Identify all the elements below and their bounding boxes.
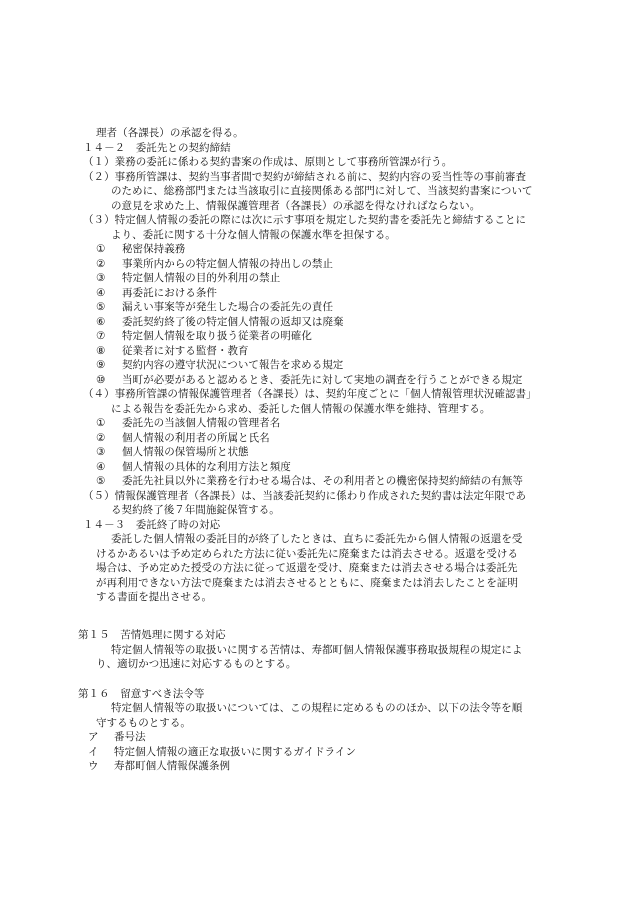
section-16-body-line: 守するものとする。: [96, 717, 191, 729]
list-item: ④ 再委託における条件: [96, 287, 217, 299]
section-16-body-line: 特定個人情報等の取扱いについては、この規程に定めるもののほか、以下の法令等を順: [111, 702, 523, 714]
list-item: ア 番号法: [88, 731, 146, 743]
list-item: ① 秘密保持義務: [96, 243, 186, 255]
list-item: イ 特定個人情報の適正な取扱いに関するガイドライン: [88, 746, 357, 758]
clause-3-line-1: （３）特定個人情報の委託の際には次に示す事項を規定した契約書を委託先と締結することに: [83, 214, 527, 226]
section-14-3-body-line: が再利用できない方法で廃棄または消去させるとともに、廃棄または消去したことを証明: [96, 577, 518, 589]
list-item: ② 個人情報の利用者の所属と氏名: [96, 432, 270, 444]
list-item: ④ 個人情報の具体的な利用方法と頻度: [96, 461, 291, 473]
clause-2-line-3: の意見を求めた上、情報保護管理者（各課長）の承認を得なければならない。: [111, 200, 481, 212]
list-item: ② 事業所内からの特定個人情報の持出しの禁止: [96, 258, 333, 270]
section-14-3-body-line: 委託した個人情報の委託目的が終了したときは、直ちに委託先から個人情報の返還を受: [111, 533, 523, 545]
list-item: ① 委託先の当該個人情報の管理者名: [96, 417, 281, 429]
section-14-3-body-line: けるかあるいは予め定められた方法に従い委託先に廃棄または消去させる。返還を受ける: [96, 548, 518, 560]
list-item: ③ 個人情報の保管場所と状態: [96, 446, 249, 458]
list-item: ⑦ 特定個人情報を取り扱う従業者の明確化: [96, 330, 312, 342]
clause-2-line-2: のために、総務部門または当該取引に直接関係ある部門に対して、当該契約書案について: [111, 185, 533, 197]
section-16-heading: 第１６ 留意すべき法令等: [78, 688, 205, 700]
list-item: ウ 寿都町個人情報保護条例: [88, 760, 231, 772]
clause-5-line-1: （５）情報保護管理者（各課長）は、当該委託契約に係わり作成された契約書は法定年限であ: [83, 490, 527, 502]
section-14-2-heading: １４－２ 委託先との契約締結: [83, 142, 231, 154]
clause-2-line-1: （２）事務所管課は、契約当事者間で契約が締結される前に、契約内容の妥当性等の事前審査: [83, 171, 527, 183]
clause-4-line-2: による報告を委託先から求め、委託した個人情報の保護水準を維持、管理する。: [111, 403, 491, 415]
clause-5-line-2: る契約終了後７年間施錠保管する。: [111, 504, 280, 516]
list-item: ⑥ 委託契約終了後の特定個人情報の返却又は廃棄: [96, 316, 344, 328]
list-item: ③ 特定個人情報の目的外利用の禁止: [96, 272, 281, 284]
list-item: ⑩ 当町が必要があると認めるとき、委託先に対して実地の調査を行うことができる規定: [96, 374, 523, 386]
continuation-line: 理者（各課長）の承認を得る。: [96, 127, 244, 139]
clause-3-line-2: より、委託に関する十分な個人情報の保護水準を担保する。: [111, 229, 396, 241]
section-15-heading: 第１５ 苦情処理に関する対応: [78, 629, 226, 641]
clause-4-line-1: （４）事務所管課の情報保護管理者（各課長）は、契約年度ごとに「個人情報管理状況確認書」: [83, 388, 537, 400]
section-14-3-body-line: する書面を提出させる。: [96, 591, 213, 603]
list-item: ⑤ 漏えい事案等が発生した場合の委託先の責任: [96, 301, 333, 313]
section-14-3-heading: １４－３ 委託終了時の対応: [83, 519, 221, 531]
section-14-3-body-line: 場合は、予め定めた授受の方法に従って返還を受け、廃棄または消去させる場合は委託先: [96, 562, 518, 574]
list-item: ⑨ 契約内容の遵守状況について報告を求める規定: [96, 359, 344, 371]
section-15-body-line: り、適切かつ迅速に対応するものとする。: [96, 658, 297, 670]
list-item: ⑤ 委託先社員以外に業務を行わせる場合は、その利用者との機密保持契約締結の有無等: [96, 475, 523, 487]
list-item: ⑧ 従業者に対する監督・教育: [96, 345, 249, 357]
section-15-body-line: 特定個人情報等の取扱いに関する苦情は、寿都町個人情報保護事務取扱規程の規定によ: [111, 644, 523, 656]
clause-1-line-1: （１）業務の委託に係わる契約書案の作成は、原則として事務所管課が行う。: [83, 156, 453, 168]
